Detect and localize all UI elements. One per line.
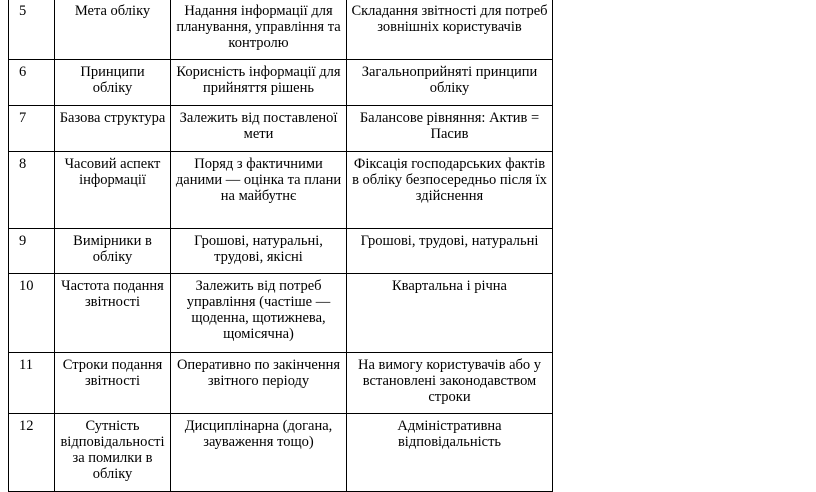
management-accounting-cell: Поряд з фактичними даними — оцінка та плани на майбутнє xyxy=(171,152,347,229)
comparison-table-frame xyxy=(8,0,552,482)
management-accounting-cell: Корисність інформації для прийняття рішень xyxy=(171,60,347,106)
feature-cell: Частота подання звітності xyxy=(55,274,171,353)
financial-accounting-cell: Квартальна і річна xyxy=(347,274,553,353)
management-accounting-cell: Грошові, натуральні, трудові, якісні xyxy=(171,229,347,274)
feature-cell: Часовий аспект інформації xyxy=(55,152,171,229)
row-number: 5 xyxy=(9,0,55,60)
financial-accounting-cell: Грошові, трудові, натуральні xyxy=(347,229,553,274)
financial-accounting-cell: Балансове рівняння: Актив = Пасив xyxy=(347,106,553,152)
row-number: 7 xyxy=(9,106,55,152)
row-number: 9 xyxy=(9,229,55,274)
management-accounting-cell: Дисциплінарна (догана, зауваження тощо) xyxy=(171,414,347,492)
feature-cell: Принципи обліку xyxy=(55,60,171,106)
row-number: 12 xyxy=(9,414,55,492)
table-row xyxy=(9,106,553,152)
feature-cell: Мета обліку xyxy=(55,0,171,60)
table-row xyxy=(9,353,553,414)
comparison-table xyxy=(8,0,553,492)
financial-accounting-cell: Загальноприйняті принципи обліку xyxy=(347,60,553,106)
financial-accounting-cell: На вимогу користувачів або у встановлені законодавством строки xyxy=(347,353,553,414)
table-row xyxy=(9,274,553,353)
feature-cell: Строки подання звітності xyxy=(55,353,171,414)
management-accounting-cell: Залежить від поставленої мети xyxy=(171,106,347,152)
financial-accounting-cell: Адміністративна відповідальність xyxy=(347,414,553,492)
table-row xyxy=(9,0,553,60)
table-row xyxy=(9,152,553,229)
financial-accounting-cell: Складання звітності для потреб зовнішніх користувачів xyxy=(347,0,553,60)
feature-cell: Вимірники в обліку xyxy=(55,229,171,274)
row-number: 11 xyxy=(9,353,55,414)
feature-cell: Базова структура xyxy=(55,106,171,152)
management-accounting-cell: Залежить від потреб управління (частіше — щоденна, щотижнева, щомісячна) xyxy=(171,274,347,353)
table-row xyxy=(9,60,553,106)
row-number: 8 xyxy=(9,152,55,229)
table-row xyxy=(9,414,553,492)
row-number: 10 xyxy=(9,274,55,353)
feature-cell: Сутність відповідальності за помилки в обліку xyxy=(55,414,171,492)
management-accounting-cell: Оперативно по закінчення звітного періоду xyxy=(171,353,347,414)
management-accounting-cell: Надання інформації для планування, управління та контролю xyxy=(171,0,347,60)
financial-accounting-cell: Фіксація господарських фактів в обліку безпосередньо після їх здійснення xyxy=(347,152,553,229)
table-row xyxy=(9,229,553,274)
row-number: 6 xyxy=(9,60,55,106)
